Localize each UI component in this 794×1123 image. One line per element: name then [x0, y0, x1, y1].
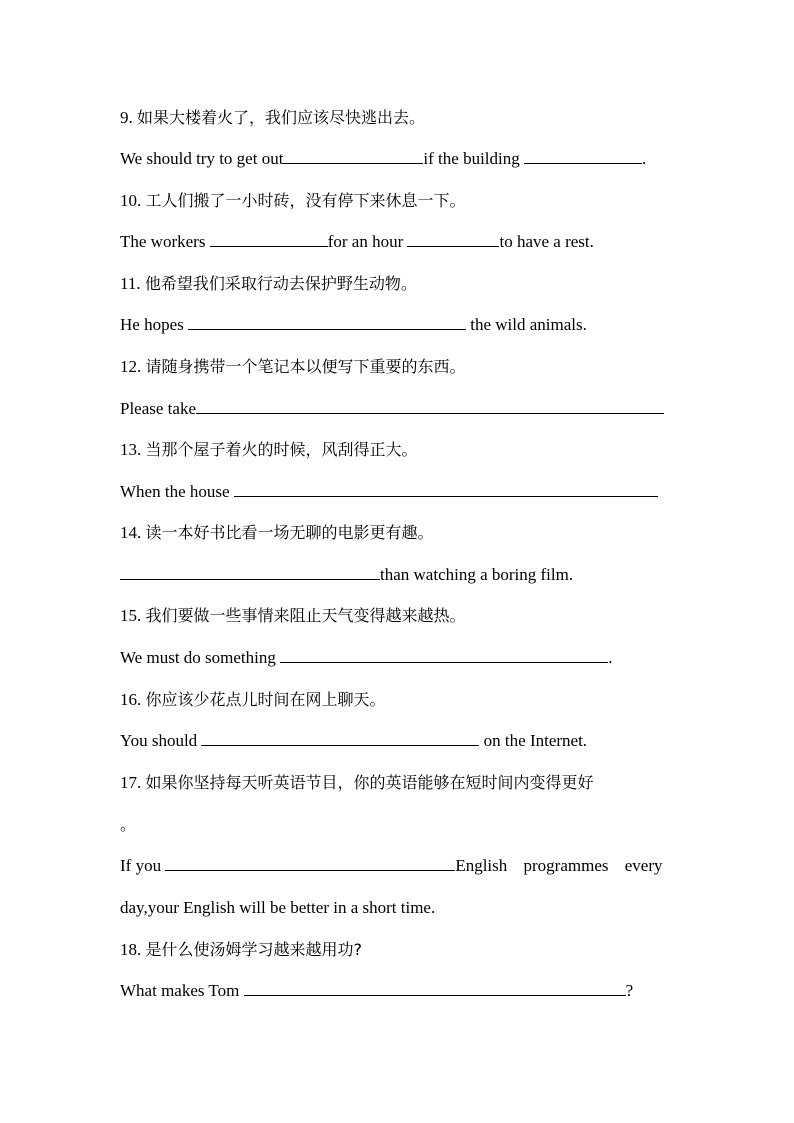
question-15-chinese	[120, 605, 680, 627]
answer-blank[interactable]	[234, 481, 658, 497]
english-text: to have a rest.	[499, 232, 594, 251]
english-text: You should	[120, 731, 198, 750]
question-number: 16.	[120, 690, 142, 709]
english-text: ?	[625, 981, 634, 1000]
question-10-english	[120, 231, 680, 253]
answer-blank[interactable]	[210, 231, 328, 247]
question-17-chinese-cont	[120, 814, 680, 836]
english-text: on the Internet.	[483, 731, 588, 750]
chinese-sentence-end: 。	[120, 815, 137, 834]
chinese-sentence: 他希望我们采取行动去保护野生动物。	[144, 274, 417, 293]
question-17-english-cont	[120, 897, 680, 919]
question-13-english	[120, 481, 680, 503]
question-9-english	[120, 148, 680, 170]
question-17-chinese	[120, 772, 680, 794]
english-text: If you	[120, 856, 162, 875]
question-number: 12.	[120, 357, 142, 376]
english-text: What makes Tom	[120, 981, 240, 1000]
question-number: 9.	[120, 108, 133, 127]
english-text: if the building	[423, 149, 520, 168]
question-11-chinese	[120, 273, 680, 295]
answer-blank[interactable]	[524, 148, 642, 164]
question-number: 14.	[120, 523, 142, 542]
english-text: .	[642, 149, 647, 168]
answer-blank[interactable]	[283, 148, 423, 164]
question-18-english	[120, 980, 680, 1002]
question-10-chinese	[120, 190, 680, 212]
answer-blank[interactable]	[188, 314, 466, 330]
chinese-sentence: 是什么使汤姆学习越来越用功?	[145, 940, 362, 959]
chinese-sentence: 你应该少花点儿时间在网上聊天。	[145, 690, 386, 709]
question-number: 18.	[120, 940, 142, 959]
english-text: for an hour	[327, 232, 404, 251]
english-text: When the house	[120, 482, 230, 501]
chinese-sentence: 读一本好书比看一场无聊的电影更有趣。	[145, 523, 434, 542]
question-number: 13.	[120, 440, 142, 459]
chinese-sentence: 我们要做一些事情来阻止天气变得越来越热。	[145, 606, 466, 625]
answer-blank[interactable]	[280, 647, 608, 663]
answer-blank[interactable]	[201, 730, 479, 746]
question-15-english	[120, 647, 680, 669]
question-9-chinese	[120, 107, 680, 129]
english-text: We must do something	[120, 648, 276, 667]
question-17-english	[120, 855, 680, 877]
english-text: He hopes	[120, 315, 184, 334]
answer-blank[interactable]	[407, 231, 499, 247]
question-14-english	[120, 564, 680, 586]
question-16-english	[120, 730, 680, 752]
question-18-chinese	[120, 939, 680, 961]
question-number: 11.	[120, 274, 141, 293]
chinese-sentence: 工人们搬了一小时砖，没有停下来休息一下。	[145, 191, 466, 210]
question-12-english	[120, 398, 680, 420]
answer-blank[interactable]	[244, 980, 626, 996]
english-text: than watching a boring film.	[380, 565, 574, 584]
english-text: .	[608, 648, 613, 667]
question-11-english	[120, 314, 680, 336]
question-13-chinese	[120, 439, 680, 461]
question-12-chinese	[120, 356, 680, 378]
english-text: the wild animals.	[470, 315, 587, 334]
question-number: 17.	[120, 773, 142, 792]
answer-blank[interactable]	[120, 564, 380, 580]
chinese-sentence: 如果大楼着火了，我们应该尽快逃出去。	[137, 108, 426, 127]
question-14-chinese	[120, 522, 680, 544]
english-text: Please take	[120, 399, 196, 418]
english-text: English programmes every	[455, 856, 663, 875]
english-text: day,your English will be better in a short time.	[120, 898, 436, 917]
chinese-sentence: 请随身携带一个笔记本以便写下重要的东西。	[145, 357, 466, 376]
question-16-chinese	[120, 689, 680, 711]
answer-blank[interactable]	[196, 398, 664, 414]
question-number: 15.	[120, 606, 142, 625]
chinese-sentence: 如果你坚持每天听英语节目，你的英语能够在短时间内变得更好	[145, 773, 594, 792]
english-text: The workers	[120, 232, 206, 251]
english-text: We should try to get out	[120, 149, 284, 168]
answer-blank[interactable]	[165, 855, 455, 871]
chinese-sentence: 当那个屋子着火的时候，风刮得正大。	[145, 440, 418, 459]
question-number: 10.	[120, 191, 142, 210]
